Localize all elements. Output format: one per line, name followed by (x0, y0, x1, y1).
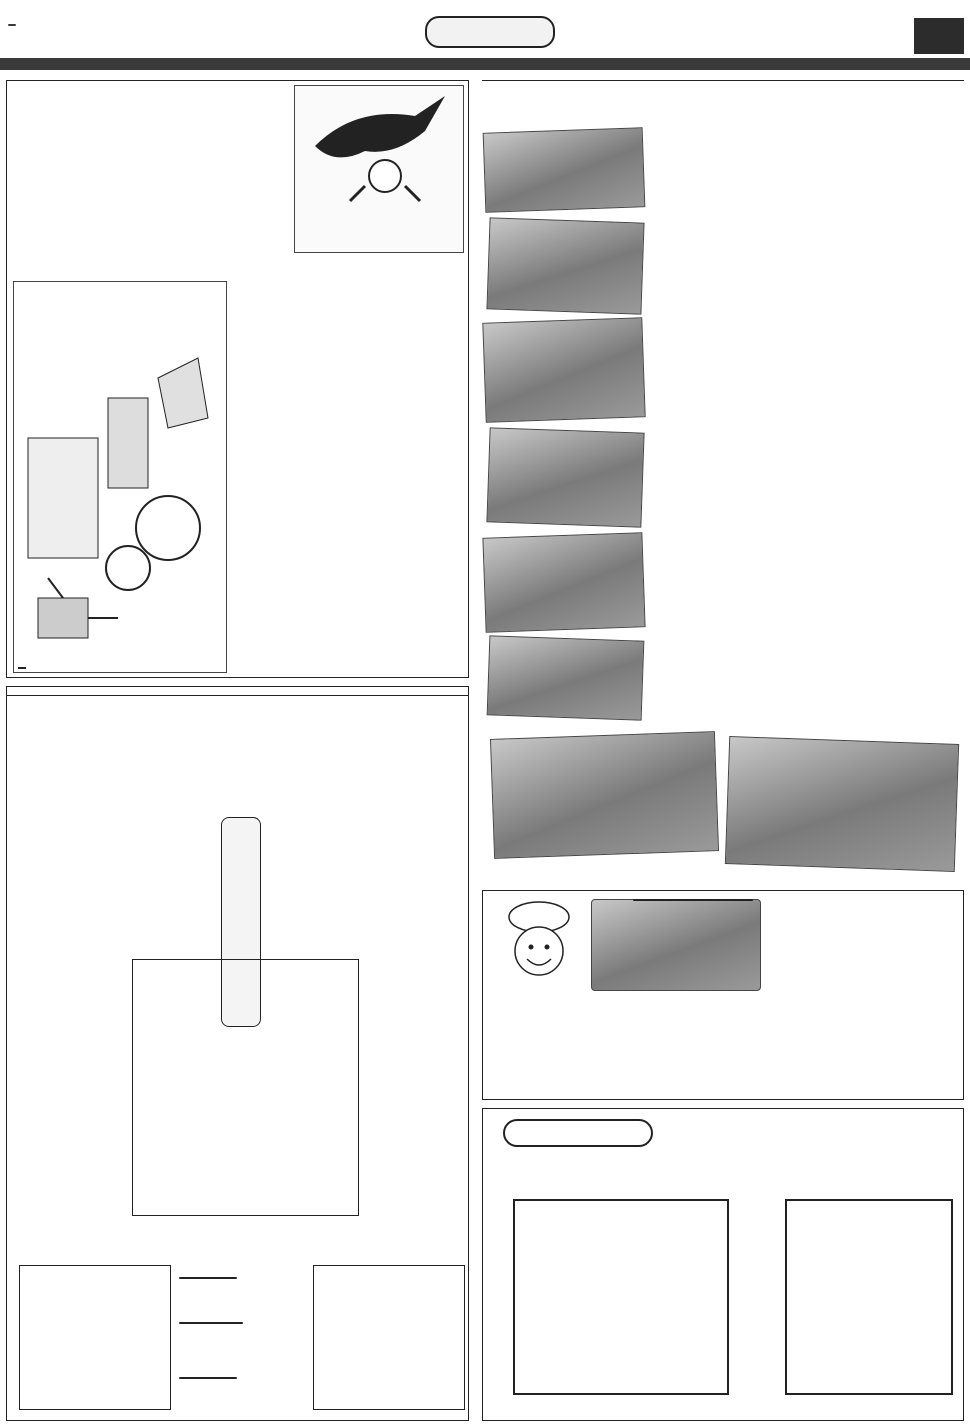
regular-solution-grid-area (245, 1265, 465, 1415)
recipe-method (491, 995, 761, 1095)
kenken-puzzle-grid (513, 1199, 729, 1395)
recipe-title (633, 899, 753, 901)
golestan-poem (230, 257, 462, 673)
grid-cells (132, 959, 359, 1216)
recipe-photo (591, 899, 761, 991)
kenken-answer-grid (785, 1199, 953, 1395)
crossword-box (6, 686, 469, 1421)
special-solution-grid-area (11, 1265, 171, 1415)
golestan-logo-art (294, 85, 464, 253)
regular-label (179, 1277, 237, 1279)
kenken-box (482, 1108, 964, 1421)
photo-magdalen (487, 635, 645, 720)
article-section (482, 80, 964, 885)
special-solution-grid (19, 1265, 171, 1410)
section-title-box (425, 16, 555, 48)
recipe-box (482, 890, 964, 1100)
special-clues (119, 733, 219, 953)
photo-glacier-park (486, 427, 644, 527)
photo-stack (484, 130, 644, 720)
special-label (179, 1377, 237, 1379)
photo-ice-cave (490, 731, 719, 859)
photo-coast (725, 736, 959, 872)
cartoon-title (14, 282, 226, 290)
regular-solution-grid (313, 1265, 465, 1410)
special-clues-cont (11, 733, 115, 1261)
photo-reef (483, 127, 646, 213)
main-crossword-grid (119, 959, 359, 1249)
logo-sub (8, 24, 16, 26)
prev-solution-label (179, 1322, 243, 1324)
cartoon-panel (13, 281, 227, 673)
article-title (482, 80, 964, 81)
chef-icon (491, 899, 587, 991)
newspaper-logo (6, 8, 141, 58)
photo-venice (486, 217, 644, 314)
crossword-banner (7, 687, 468, 696)
pen-figure-icon (295, 86, 463, 206)
golestan-box (6, 80, 469, 678)
page-number-box (914, 18, 964, 54)
photo-dead-sea (482, 317, 645, 423)
cartoon-drawing (18, 318, 222, 648)
golestan-lines (230, 257, 462, 657)
kenken-title-en (503, 1119, 653, 1147)
page-header (0, 0, 970, 72)
regular-clues (364, 733, 464, 1253)
photo-alps (482, 532, 645, 633)
newspaper-name-bar (0, 58, 970, 70)
article-body (649, 128, 964, 728)
cartoon-credit (18, 667, 26, 669)
recipe-ingredients (765, 897, 955, 1095)
